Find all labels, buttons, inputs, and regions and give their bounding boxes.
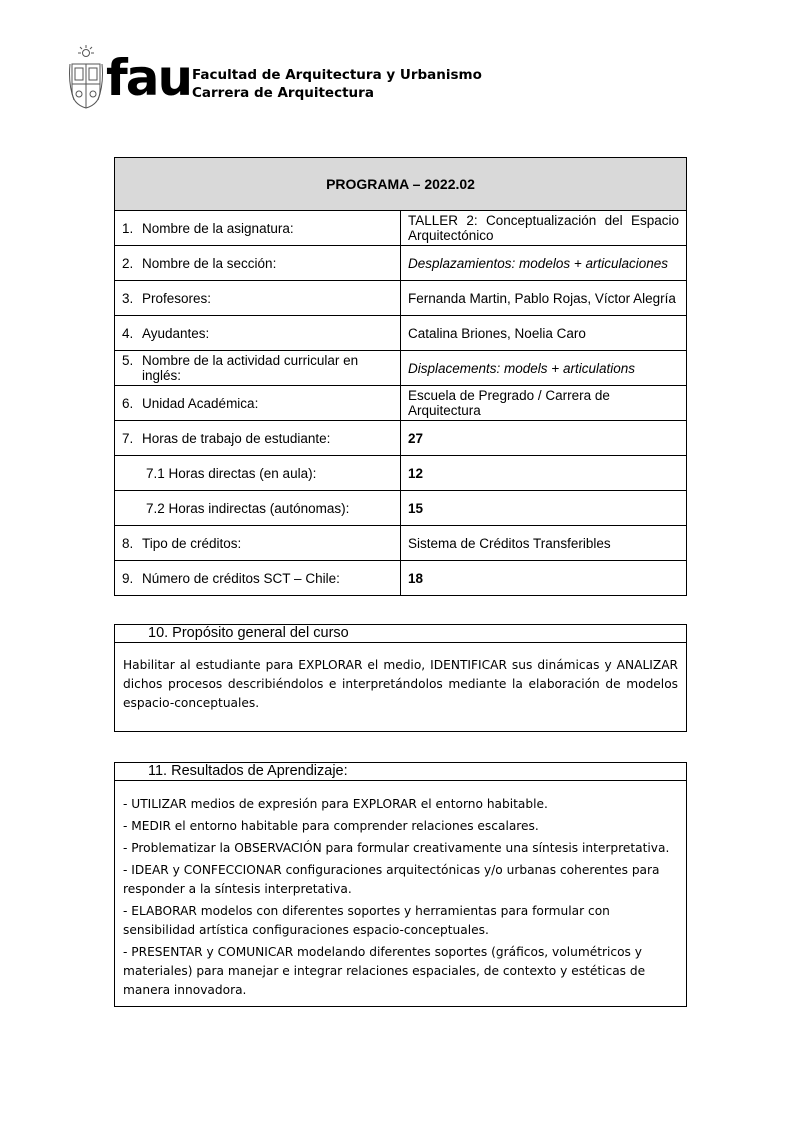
row-number: 1. [122,220,134,236]
career-title: Carrera de Arquitectura [192,85,374,101]
fau-logo: fau [106,49,192,107]
university-crest-icon [68,44,104,110]
row-label: Profesores: [142,290,212,306]
row-number: 7. [122,430,134,446]
table-row [115,246,687,281]
row-number: 5. [122,353,134,368]
row-label: 7.2 Horas indirectas (autónomas): [146,500,350,516]
row-value: TALLER 2: Conceptualización del Espacio Arquitectónico [401,211,687,246]
row-value: Sistema de Créditos Transferibles [401,526,687,561]
row-number: 2. [122,255,134,271]
faculty-name [192,66,482,102]
purpose-text: Habilitar al estudiante para EXPLORAR el medio, IDENTIFICAR sus dinámicas y ANALIZAR dichos procesos describiéndolos e interpretándolos mediante la elaboración de modelos espacio-conceptuales. [123,658,678,710]
table-row [115,421,687,456]
table-row [115,491,687,526]
row-value: Displacements: models + articulations [401,351,687,386]
table-row [115,561,687,596]
row-label: Nombre de la actividad curricular en inglés: [142,353,359,383]
list-item: - ELABORAR modelos con diferentes soportes y herramientas para formular con sensibilidad artística configuraciones espacio-conceptuales. [123,904,610,937]
table-row [115,281,687,316]
row-label: Número de créditos SCT – Chile: [142,570,340,586]
row-number: 4. [122,325,134,341]
row-number: 8. [122,535,134,551]
row-value: Desplazamientos: modelos + articulaciones [401,246,687,281]
document-header [68,44,488,114]
program-header-row [115,158,687,211]
table-row [115,316,687,351]
row-number: 6. [122,395,134,411]
row-label: Nombre de la asignatura: [142,220,294,236]
list-item: - IDEAR y CONFECCIONAR configuraciones arquitectónicas y/o urbanas coherentes para responder a la síntesis interpretativa. [123,863,660,896]
list-item: - PRESENTAR y COMUNICAR modelando diferentes soportes (gráficos, volumétricos y materiales) para manejar e integrar relaciones espaciales, de contexto y estéticas de manera innovadora. [123,945,646,997]
list-item: - Problematizar la OBSERVACIÓN para formular creativamente una síntesis interpretativa. [123,841,670,855]
list-item: - MEDIR el entorno habitable para comprender relaciones escalares. [123,819,539,833]
row-label: Horas de trabajo de estudiante: [142,430,331,446]
row-value: 12 [401,456,687,491]
row-value: Catalina Briones, Noelia Caro [401,316,687,351]
row-value: Fernanda Martin, Pablo Rojas, Víctor Alegría [401,281,687,316]
learning-results-section [114,762,687,1007]
list-item: - UTILIZAR medios de expresión para EXPLORAR el entorno habitable. [123,797,548,811]
row-label: Nombre de la sección: [142,255,277,271]
faculty-title: Facultad de Arquitectura y Urbanismo [192,67,482,83]
row-label: Ayudantes: [142,325,210,341]
purpose-title: 10. Propósito general del curso [115,625,686,643]
row-label: Unidad Académica: [142,395,259,411]
program-table [114,157,687,596]
row-value: 15 [401,491,687,526]
table-row [115,211,687,246]
program-title: PROGRAMA – 2022.02 [115,158,687,211]
row-value: Escuela de Pregrado / Carrera de Arquitectura [401,386,687,421]
row-number: 3. [122,290,134,306]
table-row [115,351,687,386]
table-row [115,526,687,561]
row-label: Tipo de créditos: [142,535,242,551]
results-list [115,781,686,1000]
table-row [115,456,687,491]
purpose-section [114,624,687,732]
results-title: 11. Resultados de Aprendizaje: [115,763,686,781]
row-value: 18 [401,561,687,596]
row-value: 27 [401,421,687,456]
row-number: 9. [122,570,134,586]
row-label: 7.1 Horas directas (en aula): [146,465,317,481]
table-row [115,386,687,421]
